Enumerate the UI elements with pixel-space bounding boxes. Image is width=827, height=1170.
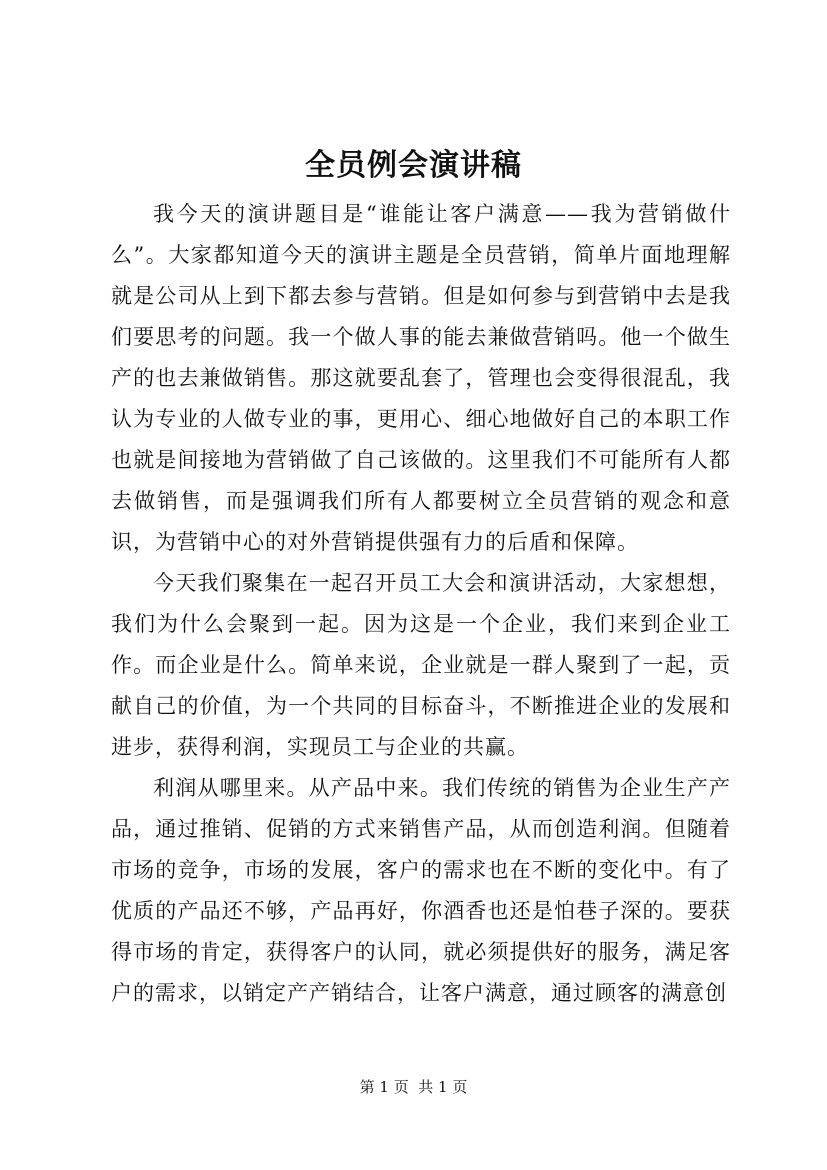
document-body [111, 194, 731, 1014]
document-title: 全员例会演讲稿 [305, 148, 522, 183]
page-number-footer: 第 1 页 共 1 页 [359, 1078, 468, 1096]
paragraph-3: 利润从哪里来。从产品中来。我们传统的销售为企业生产产品，通过推销、促销的方式来销售产品，从而创造利润。但随着市场的竞争，市场的发展，客户的需求也在不断的变化中。有了优质的产品还不够，产品再好，你酒香也还是怕巷子深的。要获得市场的肯定，获得客户的认同，就必须提供好的服务，满足客户的需求，以销定产产销结合，让客户满意，通过顾客的满意创 [111, 776, 731, 1005]
paragraph-1: 我今天的演讲题目是“谁能让客户满意——我为营销做什么”。大家都知道今天的演讲主题是全员营销，简单片面地理解就是公司从上到下都去参与营销。但是如何参与到营销中去是我们要思考的问题。我一个做人事的能去兼做营销吗。他一个做生产的也去兼做销售。那这就要乱套了，管理也会变得很混乱，我认为专业的人做专业的事，更用心、细心地做好自己的本职工作也就是间接地为营销做了自己该做的。这里我们不可能所有人都去做销售，而是强调我们所有人都要树立全员营销的观念和意识，为营销中心的对外营销提供强有力的后盾和保障。 [111, 202, 731, 554]
paragraph-2: 今天我们聚集在一起召开员工大会和演讲活动，大家想想，我们为什么会聚到一起。因为这是一个企业，我们来到企业工作。而企业是什么。简单来说，企业就是一群人聚到了一起，贡献自己的价值，为一个共同的目标奋斗，不断推进企业的发展和进步，获得利润，实现员工与企业的共赢。 [111, 571, 731, 759]
